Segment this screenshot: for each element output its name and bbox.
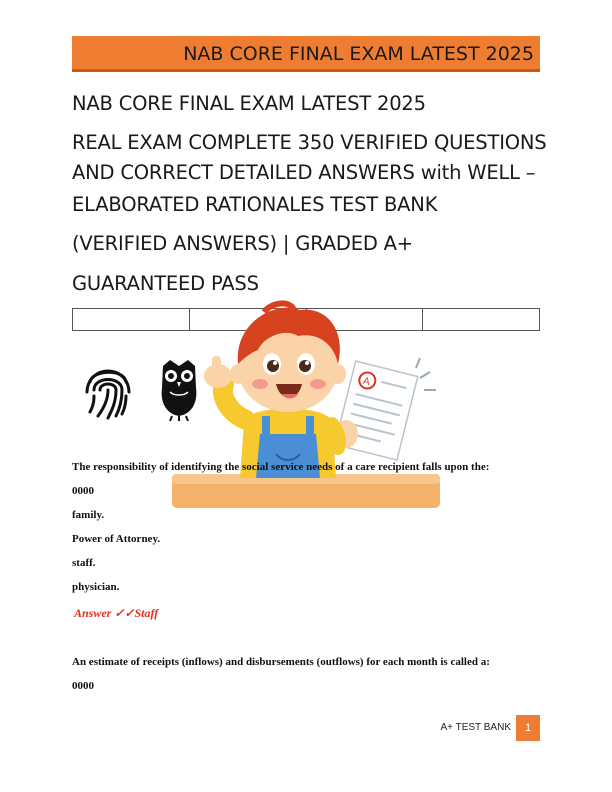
document-title-line-2: REAL EXAM COMPLETE 350 VERIFIED QUESTIONS	[72, 131, 547, 154]
question-1-option-3: staff.	[72, 557, 96, 569]
document-title-line-5: (VERIFIED ANSWERS) | GRADED A+	[72, 232, 413, 255]
footer-label: A+ TEST BANK	[440, 722, 511, 733]
question-1-answer: Answer ✓✓Staff	[74, 606, 159, 620]
question-2-prompt: An estimate of receipts (inflows) and disbursements (outflows) for each month is called a:	[72, 656, 490, 668]
header-title: NAB CORE FINAL EXAM LATEST 2025	[183, 43, 534, 65]
page-number: 1	[516, 715, 540, 741]
svg-text:A: A	[361, 375, 371, 388]
question-2-code: 0000	[72, 680, 94, 692]
question-1-prompt: The responsibility of identifying the social service needs of a care recipient falls upon the:	[72, 461, 490, 473]
document-title-line-1: NAB CORE FINAL EXAM LATEST 2025	[72, 92, 426, 115]
document-title-line-6: GUARANTEED PASS	[72, 272, 259, 295]
question-1-option-1: family.	[72, 509, 105, 521]
header-bar	[72, 36, 540, 72]
question-1-option-4: physician.	[72, 581, 120, 593]
document-title-line-3: AND CORRECT DETAILED ANSWERS with WELL –	[72, 161, 536, 184]
question-1-option-2: Power of Attorney.	[72, 533, 161, 545]
fingerprint-icon	[84, 360, 132, 422]
child-holding-graded-paper-illustration	[168, 292, 444, 524]
question-1-code: 0000	[72, 485, 94, 497]
document-title-line-4: ELABORATED RATIONALES TEST BANK	[72, 193, 438, 216]
